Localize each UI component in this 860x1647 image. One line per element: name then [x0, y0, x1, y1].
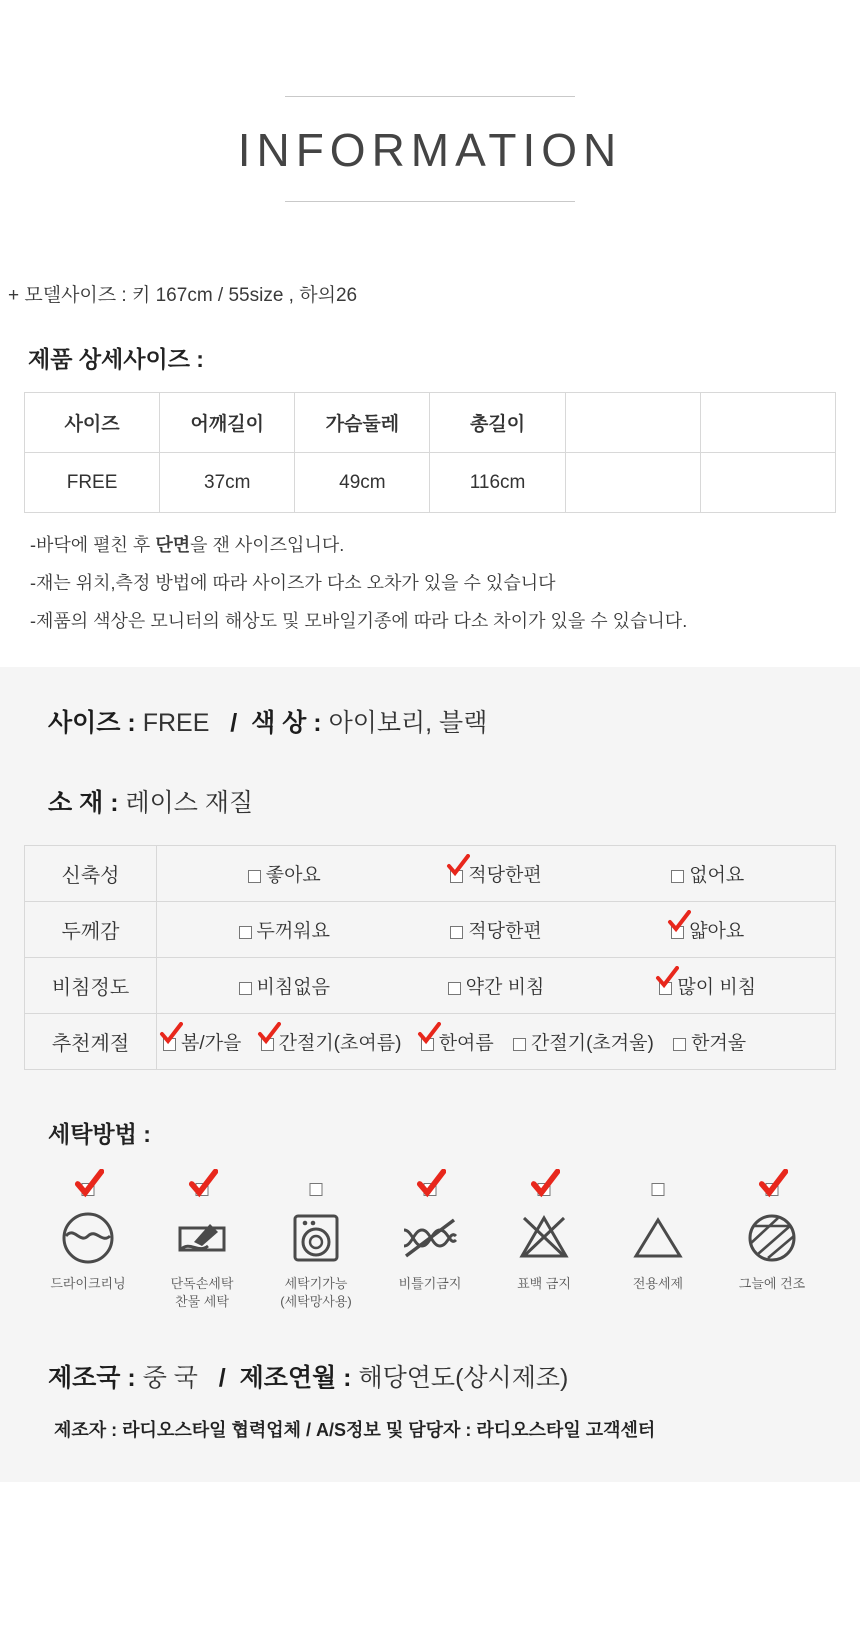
- shoulder-cell: 37cm: [160, 453, 295, 513]
- elasticity-label: 신축성: [25, 846, 157, 902]
- wash-label-line1: 드라이크리닝: [50, 1276, 126, 1291]
- option-label: 좋아요: [265, 865, 321, 886]
- color-value: 아이보리, 블랙: [328, 709, 488, 737]
- thickness-options: [157, 902, 836, 958]
- option-label: 간절기(초여름): [278, 1033, 402, 1054]
- option-label: 없어요: [689, 865, 745, 886]
- option-label: 한겨울: [691, 1033, 747, 1054]
- product-detail-panel: [0, 667, 860, 1482]
- option-label: 봄/가을: [181, 1033, 242, 1054]
- wash-item-special-detergent[interactable]: [615, 1171, 701, 1310]
- option-label: 한여름: [438, 1033, 494, 1054]
- empty-col-header-2: [700, 393, 835, 453]
- note-line-1: [30, 531, 860, 557]
- manufacture-date-value: 해당연도(상시제조): [358, 1364, 569, 1393]
- material-value: 레이스 재질: [125, 789, 254, 817]
- wash-item-no-wring[interactable]: [387, 1171, 473, 1310]
- option-elasticity-2[interactable]: [605, 860, 811, 887]
- checkbox-unchecked-icon[interactable]: [450, 922, 463, 935]
- header-top-rule: [285, 96, 575, 97]
- checkbox-checked-icon[interactable]: [387, 1171, 473, 1201]
- option-elasticity-1[interactable]: [393, 860, 599, 887]
- checkbox-unchecked-icon[interactable]: [513, 1034, 526, 1047]
- wash-label-line2: (세탁망사용): [280, 1293, 352, 1309]
- wash-label-line1: 표백 금지: [517, 1276, 571, 1291]
- option-season-0[interactable]: [163, 1028, 241, 1055]
- separator-slash: /: [230, 709, 238, 737]
- no-wring-icon: [387, 1207, 473, 1269]
- checkbox-checked-icon[interactable]: [261, 1034, 274, 1047]
- color-label: 색 상 :: [251, 709, 322, 737]
- option-season-4[interactable]: [673, 1028, 746, 1055]
- header-bottom-rule: [285, 201, 575, 202]
- option-elasticity-0[interactable]: [181, 860, 387, 887]
- wash-item-hand-wash[interactable]: [159, 1171, 245, 1310]
- wash-label-line1: 비틀기금지: [398, 1276, 462, 1291]
- special-detergent-icon: [615, 1207, 701, 1269]
- size-value: FREE: [142, 709, 210, 737]
- option-label: 간절기(초겨울): [531, 1033, 654, 1054]
- checkbox-checked-icon[interactable]: [671, 922, 684, 935]
- empty-col-header-1: [565, 393, 700, 453]
- option-sheerness-0[interactable]: [181, 972, 387, 999]
- chest-cell: 49cm: [295, 453, 430, 513]
- separator-slash-2: /: [218, 1364, 226, 1393]
- note-1-pre: -바닥에 펼친 후: [30, 535, 156, 555]
- information-header: [0, 0, 860, 202]
- table-row: [25, 958, 836, 1014]
- wash-item-dry-in-shade[interactable]: [729, 1171, 815, 1310]
- checkbox-checked-icon[interactable]: [163, 1034, 176, 1047]
- material-label: 소 재 :: [48, 789, 119, 817]
- note-line-2: -재는 위치,측정 방법에 따라 사이즈가 다소 오차가 있을 수 있습니다: [30, 573, 556, 593]
- checkbox-checked-icon[interactable]: [159, 1171, 245, 1201]
- checkbox-checked-icon[interactable]: [421, 1034, 434, 1047]
- checkbox-unchecked-icon[interactable]: [248, 866, 261, 879]
- wash-label-line2: 찬물 세탁: [175, 1293, 229, 1309]
- no-bleach-icon: [501, 1207, 587, 1269]
- note-line-3: -제품의 색상은 모니터의 해상도 및 모바일기종에 따라 다소 차이가 있을 수 있습니다.: [30, 611, 688, 631]
- checkbox-unchecked-icon[interactable]: [448, 978, 461, 991]
- option-label: 약간 비침: [465, 977, 545, 998]
- size-cell: FREE: [25, 453, 160, 513]
- option-label: 적당한편: [468, 921, 542, 942]
- season-label: 추천계절: [25, 1014, 157, 1070]
- checkbox-unchecked-icon[interactable]: [273, 1171, 359, 1201]
- dry-clean-icon: [45, 1207, 131, 1269]
- option-sheerness-2[interactable]: [605, 972, 811, 999]
- wash-icon-row: [24, 1171, 836, 1310]
- size-table: [24, 392, 836, 513]
- table-row: [25, 902, 836, 958]
- table-header-row: [25, 393, 836, 453]
- option-thickness-1[interactable]: [393, 916, 599, 943]
- table-row: [25, 453, 836, 513]
- option-sheerness-1[interactable]: [393, 972, 599, 999]
- size-notes: [30, 531, 860, 633]
- empty-cell-1: [565, 453, 700, 513]
- option-label: 두꺼워요: [256, 921, 330, 942]
- option-label: 많이 비침: [677, 977, 757, 998]
- size-color-line: [48, 703, 836, 739]
- machine-wash-icon: [273, 1207, 359, 1269]
- note-1-post: 을 잰 사이즈입니다.: [190, 535, 345, 555]
- table-row: [25, 1014, 836, 1070]
- size-col-header: 사이즈: [25, 393, 160, 453]
- attribute-table: [24, 845, 836, 1070]
- wash-label-line1: 세탁기가능: [284, 1276, 348, 1291]
- checkbox-checked-icon[interactable]: [45, 1171, 131, 1201]
- empty-cell-2: [700, 453, 835, 513]
- checkbox-unchecked-icon[interactable]: [239, 922, 252, 935]
- material-line: [48, 783, 836, 819]
- size-section-title: 제품 상세사이즈 :: [28, 346, 204, 372]
- sheerness-options: [157, 958, 836, 1014]
- country-label: 제조국 :: [48, 1364, 136, 1393]
- manufacture-line: [48, 1358, 836, 1394]
- checkbox-checked-icon[interactable]: [659, 978, 672, 991]
- wash-item-no-bleach[interactable]: [501, 1171, 587, 1310]
- option-season-2[interactable]: [421, 1028, 494, 1055]
- thickness-label: 두께감: [25, 902, 157, 958]
- length-col-header: 총길이: [430, 393, 565, 453]
- country-value: 중 국: [142, 1364, 198, 1393]
- option-season-1[interactable]: [261, 1028, 402, 1055]
- shoulder-col-header: 어깨길이: [160, 393, 295, 453]
- size-label: 사이즈 :: [48, 709, 136, 737]
- note-1-bold: 단면: [155, 535, 191, 555]
- option-label: 적당한편: [468, 865, 542, 886]
- season-options: [157, 1014, 836, 1070]
- option-season-3[interactable]: [513, 1028, 654, 1055]
- wash-item-machine-wash[interactable]: [273, 1171, 359, 1310]
- maker-as-line: 제조자 : 라디오스타일 협력업체 / A/S정보 및 담당자 : 라디오스타일 고객센터: [54, 1420, 656, 1441]
- option-thickness-0[interactable]: [181, 916, 387, 943]
- option-label: 비침없음: [256, 977, 330, 998]
- model-size-line: + 모델사이즈 : 키 167cm / 55size , 하의26: [8, 285, 358, 306]
- option-label: 얇아요: [689, 921, 745, 942]
- checkbox-checked-icon[interactable]: [450, 866, 463, 879]
- dry-in-shade-icon: [729, 1207, 815, 1269]
- manufacture-date-label: 제조연월 :: [239, 1364, 352, 1393]
- checkbox-unchecked-icon[interactable]: [239, 978, 252, 991]
- wash-label-line1: 전용세제: [632, 1276, 684, 1291]
- page-title: INFORMATION: [237, 124, 623, 176]
- elasticity-options: [157, 846, 836, 902]
- checkbox-unchecked-icon[interactable]: [615, 1171, 701, 1201]
- table-row: [25, 846, 836, 902]
- option-thickness-2[interactable]: [605, 916, 811, 943]
- checkbox-checked-icon[interactable]: [501, 1171, 587, 1201]
- hand-wash-icon: [159, 1207, 245, 1269]
- checkbox-unchecked-icon[interactable]: [671, 866, 684, 879]
- wash-method-title: 세탁방법 :: [48, 1121, 151, 1147]
- sheerness-label: 비침정도: [25, 958, 157, 1014]
- chest-col-header: 가슴둘레: [295, 393, 430, 453]
- wash-label-line1: 그늘에 건조: [738, 1276, 806, 1291]
- wash-label-line1: 단독손세탁: [170, 1276, 234, 1291]
- length-cell: 116cm: [430, 453, 565, 513]
- checkbox-unchecked-icon[interactable]: [673, 1034, 686, 1047]
- checkbox-checked-icon[interactable]: [729, 1171, 815, 1201]
- wash-item-dry-clean[interactable]: [45, 1171, 131, 1310]
